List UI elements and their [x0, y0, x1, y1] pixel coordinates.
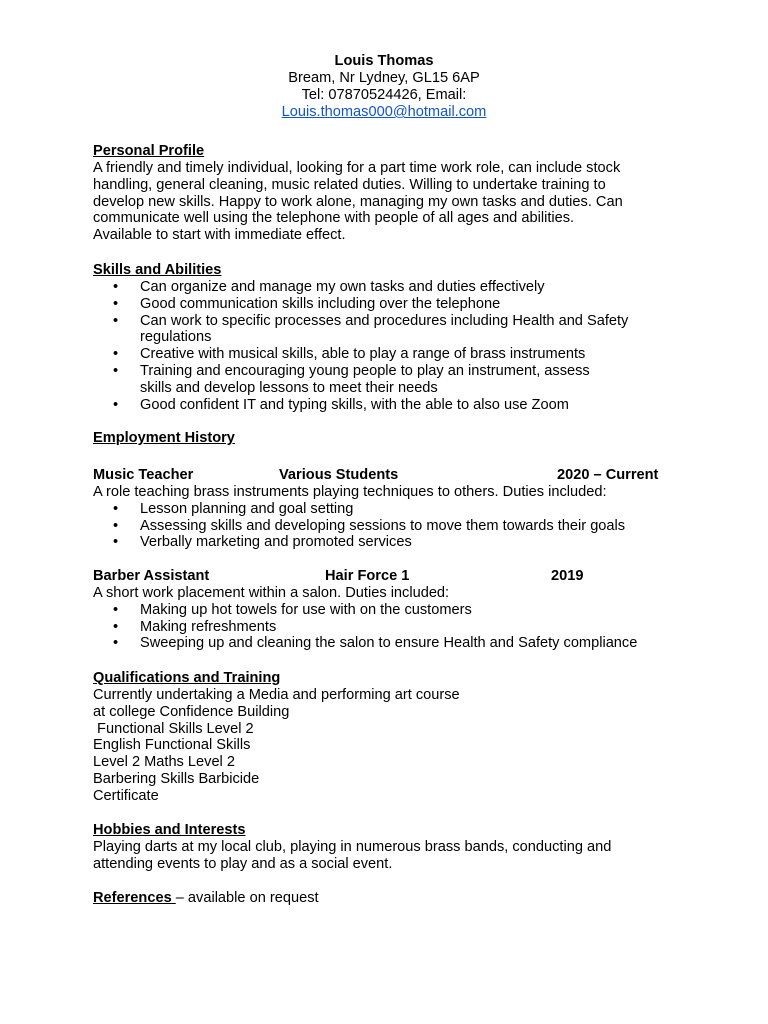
job-intro: A role teaching brass instruments playing techniques to others. Duties included: — [93, 484, 607, 500]
personal-profile-heading: Personal Profile — [93, 143, 205, 159]
list-item: • Can work to specific processes and procedures including Health and Safety regulations — [93, 313, 653, 347]
job-employer: Hair Force 1 — [325, 568, 410, 584]
profile-line: A friendly and timely individual, looking for a part time work role, can include stock — [93, 160, 621, 176]
list-item: • Sweeping up and cleaning the salon to ensure Health and Safety compliance — [93, 635, 693, 652]
list-item: • Training and encouraging young people to play an instrument, assess skills and develop lessons to meet their needs — [93, 363, 620, 397]
job-dates: 2020 – Current — [557, 467, 659, 483]
personal-profile-section — [93, 143, 693, 244]
profile-line: develop new skills. Happy to work alone, managing my own tasks and duties. Can — [93, 193, 623, 210]
qualification-line: English Functional Skills — [93, 737, 251, 754]
list-item: • Verbally marketing and promoted services — [93, 534, 693, 551]
qualification-line: Certificate — [93, 787, 159, 804]
list-item: • Good communication skills including over the telephone — [93, 296, 653, 313]
list-item: • Can organize and manage my own tasks and duties effectively — [93, 279, 653, 296]
employment-history-heading: Employment History — [93, 430, 235, 446]
skills-section — [93, 262, 653, 413]
telephone-line: Tel: 07870524426, Email: — [301, 87, 467, 103]
list-item: • Assessing skills and developing sessions to move them towards their goals — [93, 518, 693, 535]
hobbies-section — [93, 822, 693, 873]
address: Bream, Nr Lydney, GL15 6AP — [288, 70, 480, 86]
hobbies-line: attending events to play and as a social event. — [93, 855, 393, 872]
references-section — [93, 890, 693, 907]
hobbies-line: Playing darts at my local club, playing in numerous brass bands, conducting and — [93, 839, 612, 855]
candidate-name: Louis Thomas — [334, 53, 434, 69]
job-music-teacher — [93, 467, 693, 551]
job-duties-list — [93, 501, 693, 551]
qualification-line: Level 2 Maths Level 2 — [93, 754, 235, 771]
cv-header — [0, 53, 768, 121]
job-barber-assistant — [93, 568, 693, 652]
list-item: • Creative with musical skills, able to play a range of brass instruments — [93, 346, 653, 363]
qualifications-heading: Qualifications and Training — [93, 670, 281, 686]
qualifications-section — [93, 670, 693, 805]
qualification-line: Barbering Skills Barbicide — [93, 770, 260, 787]
list-item: • Good confident IT and typing skills, with the able to also use Zoom — [93, 397, 653, 414]
email-link[interactable]: Louis.thomas000@hotmail.com — [281, 104, 487, 120]
list-item: • Lesson planning and goal setting — [93, 501, 693, 518]
job-duties-list — [93, 602, 693, 652]
job-title: Music Teacher — [93, 467, 194, 483]
qualification-line: at college Confidence Building — [93, 703, 290, 720]
list-item: • Making refreshments — [93, 619, 693, 636]
employment-heading-block — [93, 430, 693, 447]
qualification-line: Currently undertaking a Media and performing art course — [93, 687, 460, 703]
job-intro: A short work placement within a salon. Duties included: — [93, 585, 450, 601]
job-title: Barber Assistant — [93, 568, 210, 584]
job-dates: 2019 — [551, 568, 584, 584]
references-heading: References — [93, 890, 176, 906]
skills-list — [93, 279, 653, 413]
profile-line: Available to start with immediate effect. — [93, 227, 346, 244]
job-employer: Various Students — [279, 467, 399, 483]
qualification-line: Functional Skills Level 2 — [93, 720, 254, 737]
references-text: – available on request — [175, 890, 319, 906]
hobbies-heading: Hobbies and Interests — [93, 822, 246, 838]
job-title-row — [93, 467, 693, 484]
job-title-row — [93, 568, 693, 585]
skills-heading: Skills and Abilities — [93, 262, 222, 278]
profile-line: handling, general cleaning, music related duties. Willing to undertake training to — [93, 176, 606, 193]
list-item: • Making up hot towels for use with on the customers — [93, 602, 693, 619]
profile-line: communicate well using the telephone with people of all ages and abilities. — [93, 210, 575, 227]
